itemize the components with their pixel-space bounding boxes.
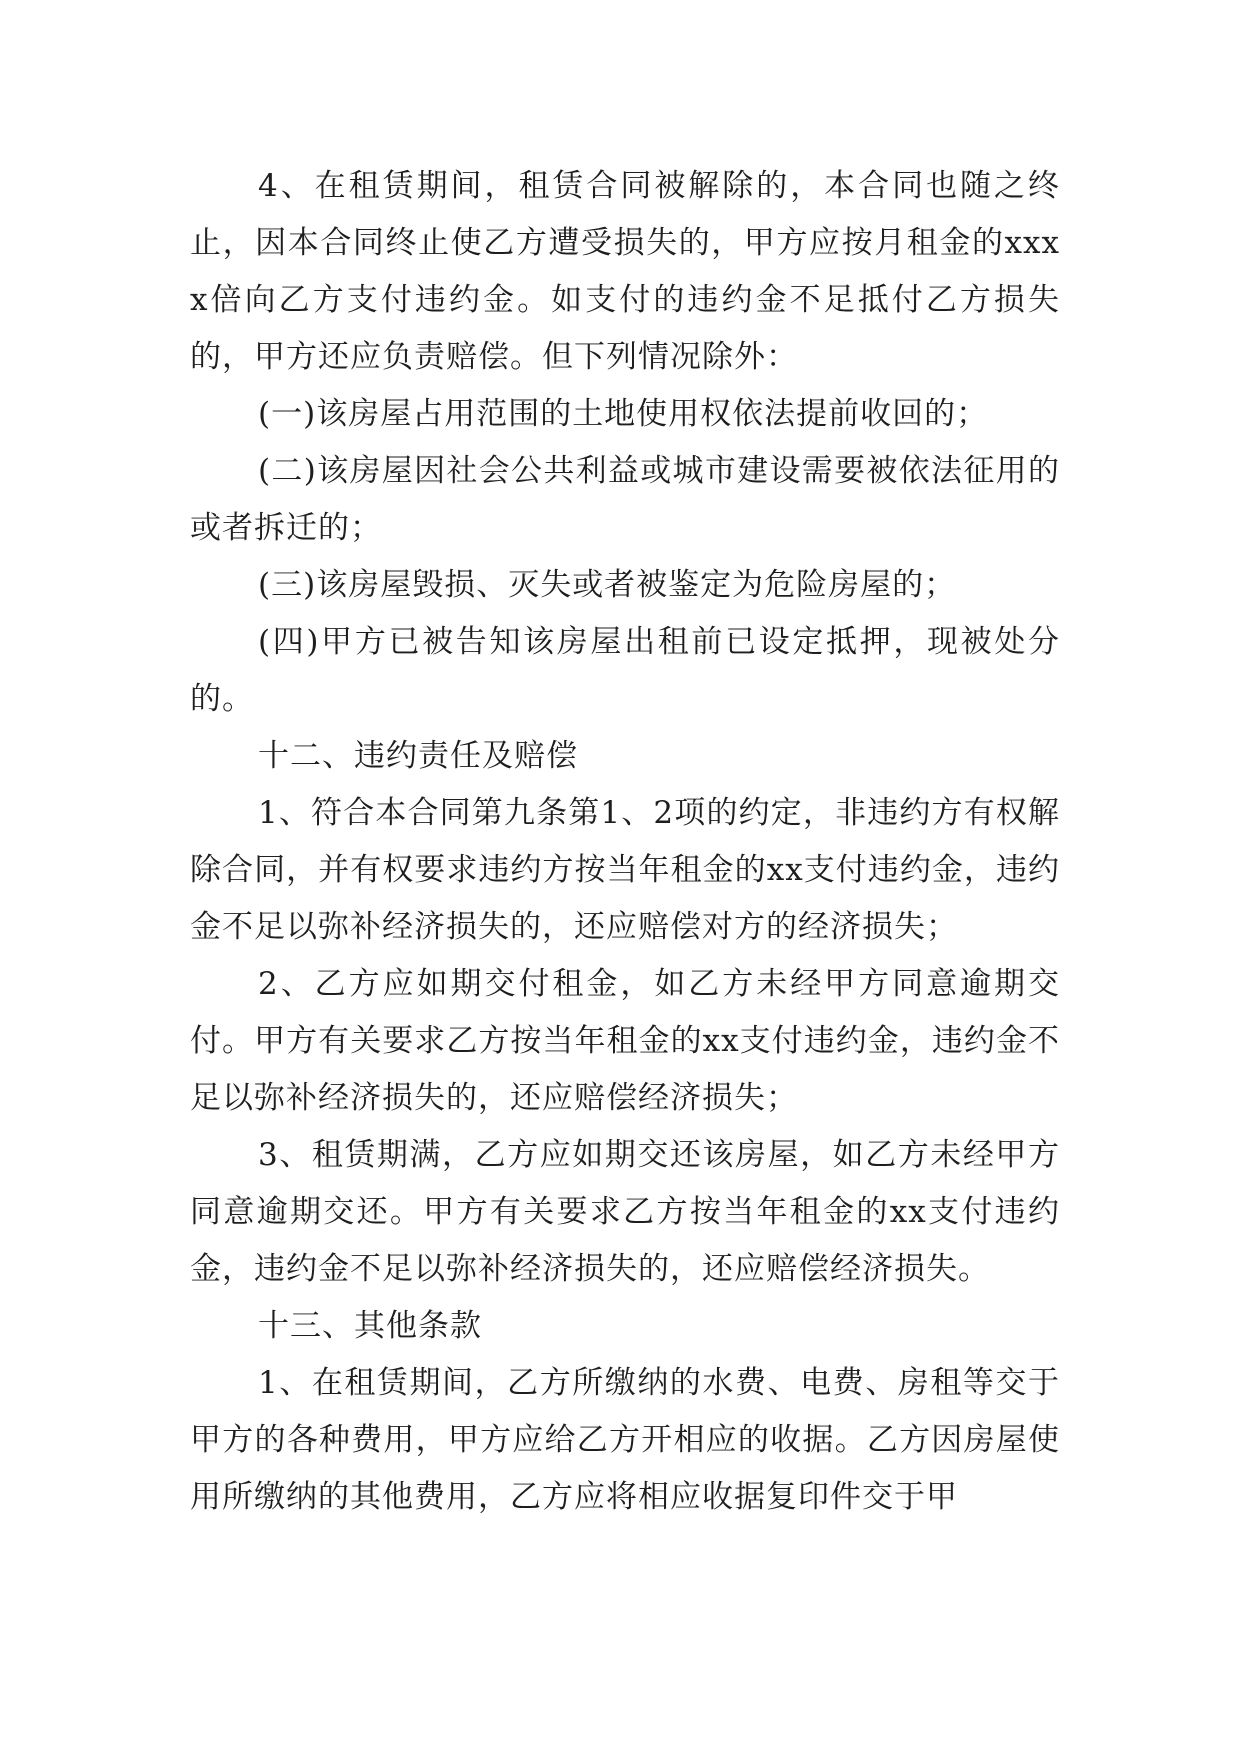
exception-1-paragraph: (一)该房屋占用范围的土地使用权依法提前收回的； (258, 396, 989, 432)
clause-12-1-paragraph: 1、符合本合同第九条第1、2项的约定，非违约方有权解除合同，并有权要求违约方按当年租金的xx支付违约金，违约金不足以弥补经济损失的，还应赔偿对方的经济损失； (190, 795, 1060, 945)
exception-4-paragraph: (四)甲方已被告知该房屋出租前已设定抵押，现被处分的。 (190, 624, 1060, 717)
section-13-heading: 十三、其他条款 (258, 1308, 482, 1344)
section-12-heading: 十二、违约责任及赔偿 (258, 738, 578, 774)
exception-3-paragraph: (三)该房屋毁损、灭失或者被鉴定为危险房屋的； (258, 567, 957, 603)
exception-2-paragraph: (二)该房屋因社会公共利益或城市建设需要被依法征用的或者拆迁的； (190, 453, 1060, 546)
document-body (190, 158, 1060, 1526)
clause-12-2-paragraph: 2、乙方应如期交付租金，如乙方未经甲方同意逾期交付。甲方有关要求乙方按当年租金的xx支付违约金，违约金不足以弥补经济损失的，还应赔偿经济损失； (190, 966, 1060, 1116)
clause-13-1-paragraph: 1、在租赁期间，乙方所缴纳的水费、电费、房租等交于甲方的各种费用，甲方应给乙方开相应的收据。乙方因房屋使用所缴纳的其他费用，乙方应将相应收据复印件交于甲 (190, 1365, 1060, 1515)
clause-11-4-paragraph: 4、在租赁期间，租赁合同被解除的，本合同也随之终止，因本合同终止使乙方遭受损失的，甲方应按月租金的xxxx倍向乙方支付违约金。如支付的违约金不足抵付乙方损失的，甲方还应负责赔偿。但下列情况除外： (190, 168, 1060, 375)
clause-12-3-paragraph: 3、租赁期满，乙方应如期交还该房屋，如乙方未经甲方同意逾期交还。甲方有关要求乙方按当年租金的xx支付违约金，违约金不足以弥补经济损失的，还应赔偿经济损失。 (190, 1137, 1060, 1287)
